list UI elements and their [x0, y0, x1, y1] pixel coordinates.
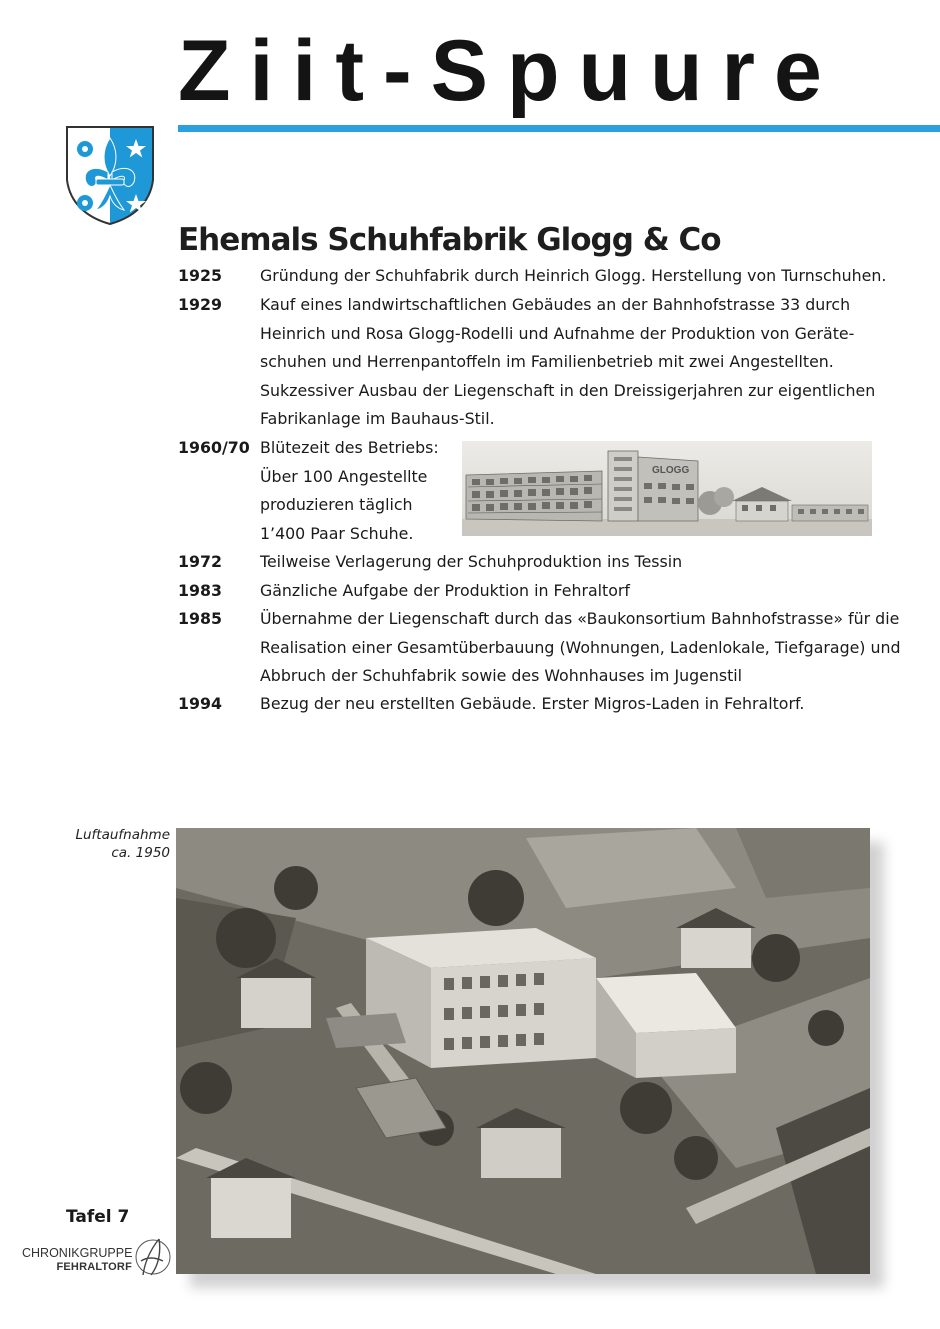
entry-line: Sukzessiver Ausbau der Liegenschaft in den Dreissigerjahren zur eigentlichen	[260, 380, 876, 400]
entry-line: Gründung der Schuhfabrik durch Heinrich Glogg. Herstellung von Turnschuhen.	[260, 266, 887, 285]
entry-line: Teilweise Verlagerung der Schuhproduktion ins Tessin	[260, 552, 683, 571]
coat-of-arms	[64, 124, 156, 228]
entry-text	[260, 548, 682, 577]
publisher-name	[22, 1246, 132, 1274]
entry-text	[260, 690, 804, 719]
entry-text	[260, 577, 630, 606]
entry-line: Über 100 Angestellte	[260, 466, 428, 486]
plate-number: Tafel 7	[66, 1207, 130, 1227]
entry-line: 1’400 Paar Schuhe.	[260, 523, 414, 543]
aerial-photo	[176, 828, 870, 1274]
entry-year: 1985	[178, 609, 222, 628]
entry-text	[260, 262, 886, 291]
entry-year: 1972	[178, 552, 222, 571]
publisher-line: CHRONIKGRUPPE	[22, 1246, 133, 1260]
publisher-line: FEHRALTORF	[56, 1261, 132, 1273]
entry-year: 1929	[178, 295, 222, 314]
entry-line: Kauf eines landwirtschaftlichen Gebäudes an der Bahnhofstrasse 33 durch	[260, 295, 851, 314]
entry-line: Abbruch der Schuhfabrik sowie des Wohnhauses im Jugenstil	[260, 666, 743, 685]
entry-line: Fabrikanlage im Bauhaus-Stil.	[260, 409, 495, 428]
masthead-rule	[178, 125, 940, 132]
entry-line: produzieren täglich	[260, 495, 413, 514]
entry-year: 1925	[178, 266, 222, 285]
entry-line: schuhen und Herrenpantoffeln im Familienbetrieb mit zwei Angestellten.	[260, 352, 834, 371]
entry-line: Bezug der neu erstellten Gebäude. Erster Migros-Laden in Fehraltorf.	[260, 694, 805, 713]
entry-line: Gänzliche Aufgabe der Produktion in Fehraltorf	[260, 581, 630, 600]
entry-line: Übernahme der Liegenschaft durch das «Baukonsortium Bahnhofstrasse» für die	[260, 609, 900, 628]
entry-text	[260, 291, 875, 434]
publisher-logo-icon	[133, 1235, 173, 1279]
caption-line: ca. 1950	[111, 845, 170, 861]
entry-year: 1994	[178, 694, 222, 713]
entry-year: 1960/70	[178, 438, 250, 457]
entry-text	[260, 434, 439, 548]
entry-text	[260, 605, 901, 691]
entry-line: Realisation einer Gesamtüberbauung (Wohnungen, Ladenlokale, Tiefgarage) und	[260, 637, 901, 657]
article-title: Ehemals Schuhfabrik Glogg & Co	[178, 222, 721, 258]
masthead-title: Ziit-Spuure	[178, 23, 841, 119]
factory-photo	[462, 441, 872, 536]
entry-line: Heinrich und Rosa Glogg-Rodelli und Aufnahme der Produktion von Geräte-	[260, 323, 855, 343]
aerial-caption	[40, 826, 170, 862]
caption-line: Luftaufnahme	[75, 827, 170, 843]
aerial-photo-frame	[176, 828, 870, 1274]
factory-sign: GLOGG	[652, 465, 690, 476]
entry-year: 1983	[178, 581, 222, 600]
entry-line: Blütezeit des Betriebs:	[260, 438, 439, 457]
